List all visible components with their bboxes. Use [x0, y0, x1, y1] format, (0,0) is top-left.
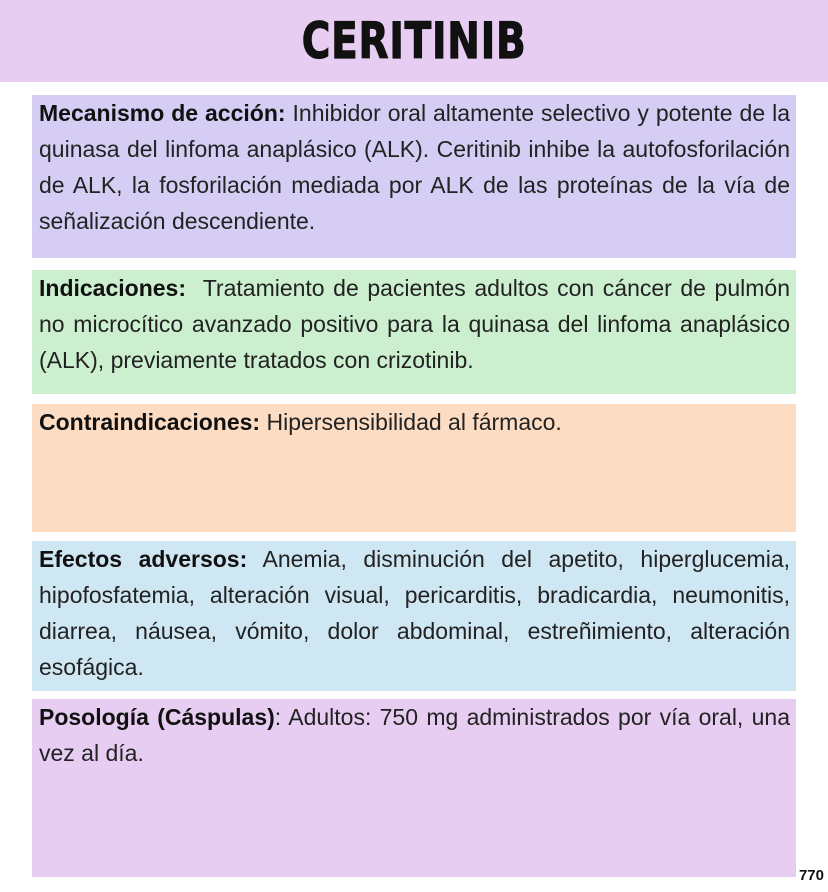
efectos-label: Efectos adversos:: [39, 546, 248, 572]
efectos-text: Anemia, disminución del apetito, hiperglucemia, hipofosfatemia, alteración visual, pericarditis, bradicardia, neumonitis, diarrea, náusea, vómito, dolor abdominal, estreñimiento, alteración esofágica.: [39, 546, 791, 680]
page-number: 770: [798, 867, 824, 884]
contraindicaciones-label: Contraindicaciones:: [39, 409, 261, 435]
section-efectos: [32, 541, 796, 691]
posologia-label: Posología (Cáspulas): [39, 704, 275, 730]
contraindicaciones-paragraph: [39, 404, 790, 440]
efectos-paragraph: [39, 541, 790, 685]
posologia-paragraph: [39, 699, 790, 771]
indicaciones-label: Indicaciones:: [39, 275, 186, 301]
page-title: CERITINIB: [301, 12, 527, 70]
section-contraindicaciones: [32, 404, 796, 532]
mecanismo-text: Inhibidor oral altamente selectivo y potente de la quinasa del linfoma anaplásico (ALK). Ceritinib inhibe la autofosforilación de ALK, la fosforilación mediada por ALK de las proteínas de la vía de señalización descendiente.: [39, 100, 790, 234]
indicaciones-paragraph: [39, 270, 790, 378]
contraindicaciones-text: Hipersensibilidad al fármaco.: [266, 409, 562, 435]
section-indicaciones: [32, 270, 796, 394]
section-mecanismo: [32, 95, 796, 258]
indicaciones-text: Tratamiento de pacientes adultos con cáncer de pulmón no microcítico avanzado positivo para la quinasa del linfoma anaplásico (ALK), previamente tratados con crizotinib.: [39, 275, 790, 373]
mecanismo-paragraph: [39, 95, 790, 239]
section-posologia: [32, 699, 796, 877]
mecanismo-label: Mecanismo de acción:: [39, 100, 286, 126]
posologia-text: : Adultos: 750 mg administrados por vía oral, una vez al día.: [39, 704, 791, 766]
title-banner: [0, 0, 828, 82]
